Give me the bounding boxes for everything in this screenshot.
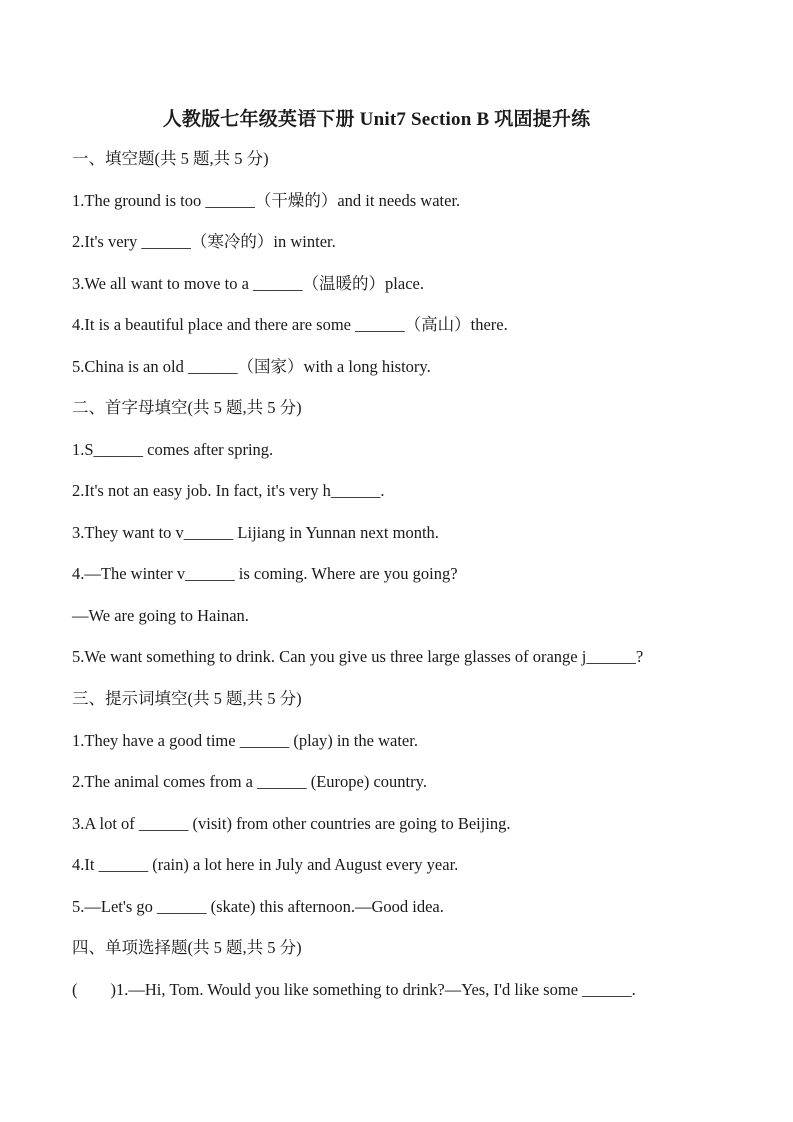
question-item: 3.We all want to move to a ______（温暖的）place. — [72, 273, 424, 293]
question-item: 4.It is a beautiful place and there are some ______（高山）there. — [72, 315, 508, 334]
question-item: —We are going to Hainan. — [72, 605, 249, 625]
question-item: 2.The animal comes from a ______ (Europe) country. — [72, 772, 427, 791]
section-heading: 二、首字母填空(共 5 题,共 5 分) — [72, 398, 302, 417]
section-hint-words — [72, 687, 752, 936]
question-item: 1.The ground is too ______（干燥的）and it needs water. — [72, 190, 461, 210]
question-item: 2.It's very ______（寒冷的）in winter. — [72, 232, 336, 251]
question-item: 3.A lot of ______ (visit) from other countries are going to Beijing. — [72, 813, 511, 833]
question-item: 4.It ______ (rain) a lot here in July and August every year. — [72, 855, 459, 874]
question-item: 5.China is an old ______（国家）with a long history. — [72, 356, 431, 376]
question-item: 1.S______ comes after spring. — [72, 439, 274, 459]
question-item: 5.—Let's go ______ (skate) this afternoon.—Good idea. — [72, 896, 444, 916]
page-title: 人教版七年级英语下册 Unit7 Section B 巩固提升练 — [162, 109, 591, 130]
question-item: 4.—The winter v______ is coming. Where are you going? — [72, 564, 458, 583]
section-fill-in-blanks — [72, 147, 752, 396]
question-item: 3.They want to v______ Lijiang in Yunnan next month. — [72, 522, 439, 542]
section-heading: 三、提示词填空(共 5 题,共 5 分) — [72, 689, 302, 708]
section-heading: 一、填空题(共 5 题,共 5 分) — [72, 149, 269, 168]
question-item: 2.It's not an easy job. In fact, it's very h______. — [72, 481, 385, 500]
question-item: 5.We want something to drink. Can you give us three large glasses of orange j______? — [72, 647, 644, 666]
section-multiple-choice — [72, 936, 752, 1019]
question-item: 1.They have a good time ______ (play) in the water. — [72, 730, 418, 750]
question-item: ( )1.—Hi, Tom. Would you like something to drink?—Yes, I'd like some ______. — [72, 979, 636, 999]
section-heading: 四、单项选择题(共 5 题,共 5 分) — [72, 938, 302, 957]
section-initial-letter — [72, 396, 752, 687]
